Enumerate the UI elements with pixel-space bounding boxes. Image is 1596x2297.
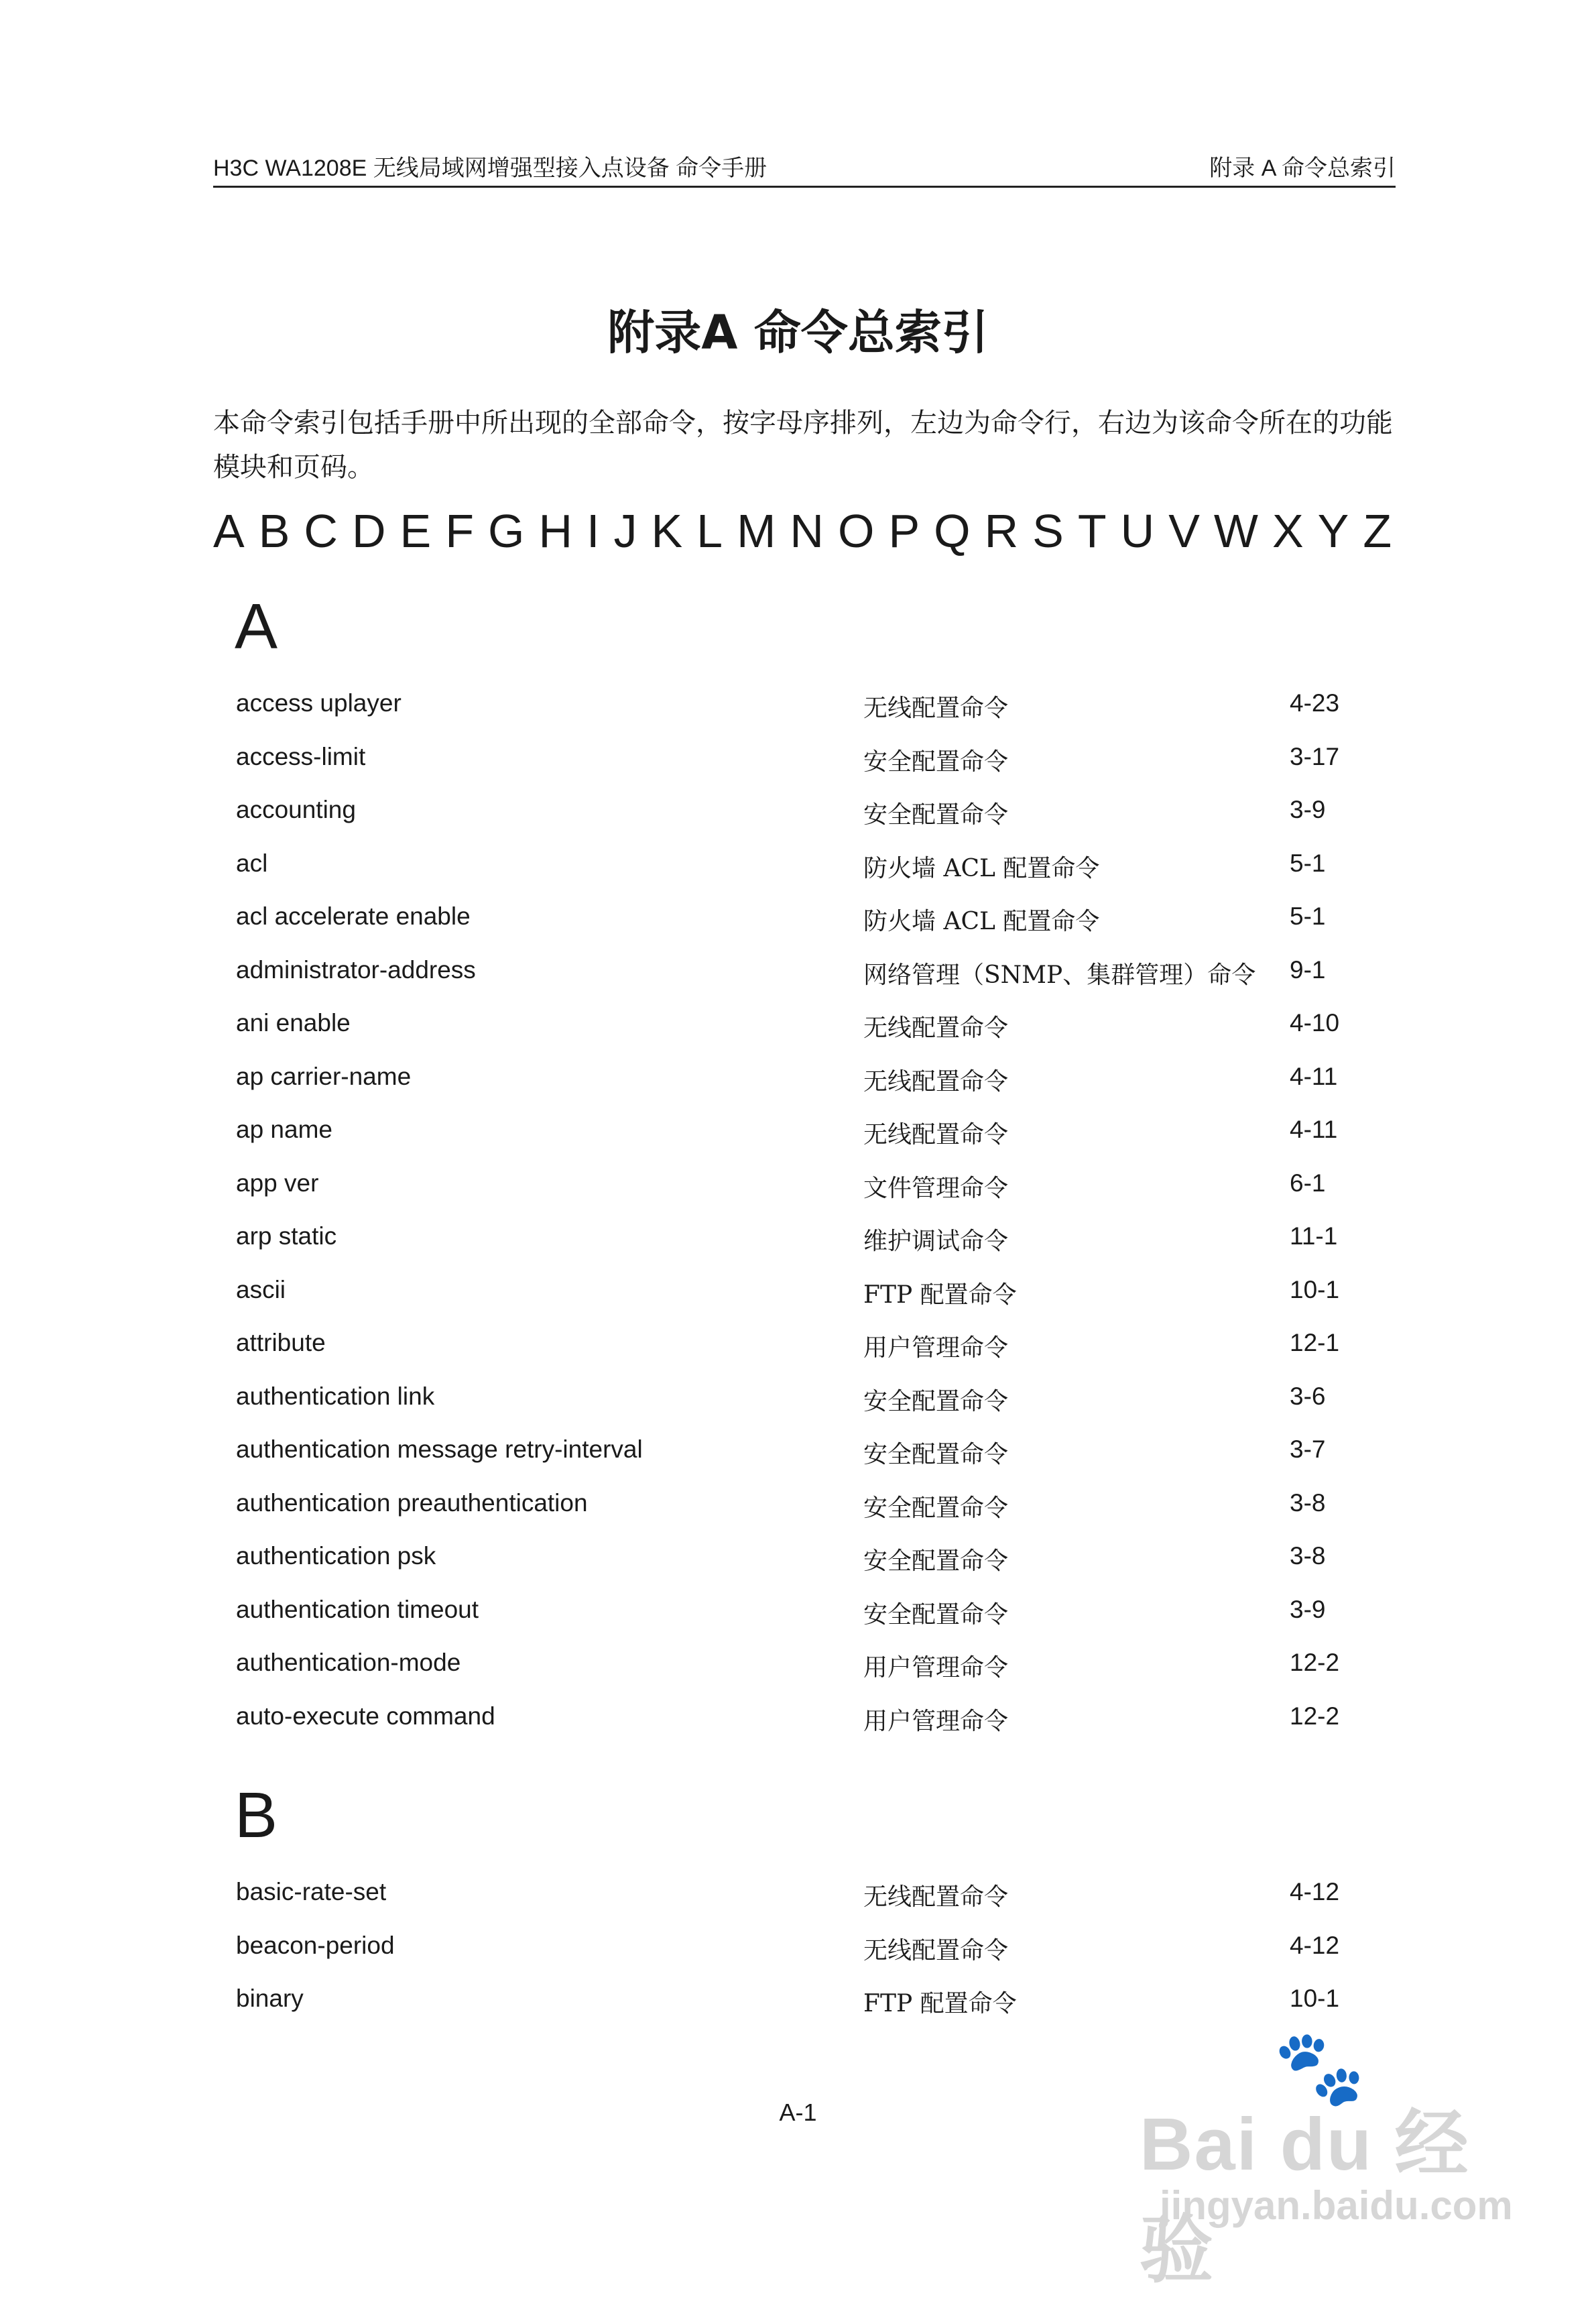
index-row (236, 1329, 1375, 1382)
module-name: 维护调试命令 (863, 1228, 1009, 1255)
alphabet-link-q[interactable]: Q (934, 505, 973, 557)
command-name: authentication link (236, 1382, 435, 1410)
alphabet-link-p[interactable]: P (888, 505, 922, 557)
command-name: ap name (236, 1116, 332, 1143)
index-row (236, 1878, 1375, 1932)
module-name: 无线配置命令 (863, 695, 1009, 722)
page-ref[interactable]: 3-9 (1290, 796, 1326, 823)
module-name: 无线配置命令 (863, 1067, 1009, 1096)
alphabet-link-m[interactable]: M (737, 505, 778, 557)
index-row (236, 1932, 1375, 1985)
alphabet-link-n[interactable]: N (790, 505, 826, 557)
command-name: auto-execute command (236, 1702, 495, 1730)
index-row (236, 902, 1375, 956)
index-row (236, 956, 1375, 1010)
watermark-url: jingyan.baidu.com (1160, 2183, 1513, 2228)
command-name: arp static (236, 1222, 337, 1250)
index-row (236, 1222, 1375, 1276)
index-row (236, 1063, 1375, 1116)
module-name: FTP 配置命令 (863, 1990, 1017, 2017)
alphabet-link-x[interactable]: X (1272, 505, 1306, 557)
module-name: 网络管理（SNMP、集群管理）命令 (863, 961, 1256, 989)
watermark-logo: Bai du 经验 (1140, 2103, 1470, 2292)
command-name: authentication-mode (236, 1649, 461, 1676)
page-ref[interactable]: 12-2 (1290, 1649, 1340, 1676)
command-name: ani enable (236, 1009, 351, 1037)
index-row (236, 1702, 1375, 1756)
command-name: authentication timeout (236, 1595, 479, 1623)
alphabet-link-b[interactable]: B (258, 505, 292, 557)
page-ref[interactable]: 4-12 (1290, 1878, 1340, 1905)
page-ref[interactable]: 3-17 (1290, 742, 1340, 770)
command-name: access uplayer (236, 689, 402, 717)
page-ref[interactable]: 12-1 (1290, 1329, 1340, 1356)
index-row (236, 1116, 1375, 1169)
command-name: acl (236, 849, 268, 877)
paw-icon: 🐾 (1274, 2027, 1365, 2109)
alphabet-link-l[interactable]: L (696, 505, 725, 557)
section-letter-a: A (235, 591, 278, 662)
header-section-title: 附录 A 命令总索引 (1209, 156, 1396, 181)
module-name: 防火墙 ACL 配置命令 (863, 908, 1100, 935)
page-title: 附录A 命令总索引 (607, 305, 989, 360)
alphabet-link-d[interactable]: D (351, 505, 388, 557)
alphabet-link-i[interactable]: I (587, 505, 602, 557)
alphabet-link-u[interactable]: U (1120, 505, 1157, 557)
alphabet-link-w[interactable]: W (1213, 505, 1260, 557)
page-header (213, 151, 1396, 188)
command-name: administrator-address (236, 955, 476, 984)
index-row (236, 689, 1375, 743)
index-row (236, 743, 1375, 797)
module-name: 无线配置命令 (863, 1014, 1009, 1042)
index-row (236, 796, 1375, 849)
index-row (236, 1596, 1375, 1649)
module-name: 安全配置命令 (863, 1387, 1009, 1415)
module-name: 无线配置命令 (863, 1121, 1009, 1148)
alphabet-link-t[interactable]: T (1077, 505, 1109, 557)
command-name: authentication message retry-interval (236, 1435, 643, 1463)
alphabet-link-c[interactable]: C (304, 505, 340, 557)
module-name: 防火墙 ACL 配置命令 (863, 854, 1100, 882)
module-name: 无线配置命令 (863, 1936, 1009, 1964)
index-row (236, 1489, 1375, 1543)
module-name: 文件管理命令 (863, 1174, 1009, 1202)
header-doc-title: H3C WA1208E 无线局域网增强型接入点设备 命令手册 (213, 156, 768, 181)
page-ref[interactable]: 4-11 (1290, 1116, 1338, 1143)
module-name: 安全配置命令 (863, 1494, 1009, 1522)
alphabet-index (213, 504, 1420, 558)
page-ref[interactable]: 4-11 (1290, 1062, 1338, 1090)
page-ref[interactable]: 3-9 (1290, 1595, 1326, 1623)
command-name: authentication psk (236, 1542, 436, 1570)
page-ref[interactable]: 3-8 (1290, 1488, 1326, 1517)
module-name: 无线配置命令 (863, 1883, 1009, 1911)
intro-paragraph: 本命令索引包括手册中所出现的全部命令，按字母序排列，左边为命令行，右边为该命令所在的功能模块和页码。 (213, 408, 1393, 483)
module-name: 安全配置命令 (863, 748, 1009, 776)
command-name: ascii (236, 1275, 286, 1303)
command-name: beacon-period (236, 1931, 395, 1959)
index-row (236, 1649, 1375, 1702)
module-name: FTP 配置命令 (863, 1281, 1017, 1309)
page-ref[interactable]: 4-12 (1290, 1931, 1340, 1959)
command-name: accounting (236, 796, 356, 823)
page-ref[interactable]: 12-2 (1290, 1702, 1340, 1730)
section-letter-b: B (235, 1779, 278, 1851)
alphabet-link-s[interactable]: S (1032, 505, 1066, 557)
module-name: 用户管理命令 (863, 1654, 1009, 1682)
index-row (236, 1435, 1375, 1489)
command-name: access-limit (236, 742, 366, 770)
page-ref[interactable]: 3-6 (1290, 1382, 1326, 1410)
module-name: 安全配置命令 (863, 1600, 1009, 1629)
alphabet-link-f[interactable]: F (445, 505, 476, 557)
alphabet-link-y[interactable]: Y (1317, 505, 1351, 557)
page-ref[interactable]: 4-10 (1290, 1009, 1340, 1037)
index-row (236, 1276, 1375, 1330)
page-ref[interactable]: 10-1 (1290, 1985, 1340, 2012)
watermark (1140, 2025, 1515, 2292)
page-number: A-1 (779, 2099, 817, 2126)
command-name: authentication preauthentication (236, 1488, 588, 1517)
page-ref[interactable]: 3-7 (1290, 1435, 1326, 1463)
page-ref[interactable]: 10-1 (1290, 1275, 1340, 1303)
command-name: ap carrier-name (236, 1062, 412, 1090)
alphabet-link-h[interactable]: H (538, 505, 575, 557)
alphabet-link-r[interactable]: R (984, 505, 1021, 557)
alphabet-link-o[interactable]: O (837, 505, 877, 557)
alphabet-link-k[interactable]: K (651, 505, 685, 557)
command-name: acl accelerate enable (236, 902, 471, 930)
command-name: basic-rate-set (236, 1878, 387, 1905)
page-ref[interactable]: 6-1 (1290, 1169, 1326, 1197)
alphabet-link-a[interactable]: A (213, 505, 247, 557)
page-ref[interactable]: 3-8 (1290, 1542, 1326, 1570)
alphabet-link-e[interactable]: E (400, 505, 434, 557)
index-row (236, 1542, 1375, 1596)
index-row (236, 1009, 1375, 1063)
alphabet-link-v[interactable]: V (1168, 505, 1202, 557)
module-name: 安全配置命令 (863, 801, 1009, 829)
index-row (236, 849, 1375, 903)
module-name: 用户管理命令 (863, 1707, 1009, 1735)
page-ref[interactable]: 9-1 (1290, 955, 1326, 984)
command-name: binary (236, 1985, 304, 2012)
page-ref[interactable]: 5-1 (1290, 849, 1326, 877)
module-name: 用户管理命令 (863, 1334, 1009, 1362)
page-ref[interactable]: 11-1 (1290, 1222, 1338, 1250)
alphabet-link-z[interactable]: Z (1363, 505, 1394, 557)
alphabet-link-j[interactable]: J (613, 505, 639, 557)
alphabet-link-g[interactable]: G (488, 505, 527, 557)
index-row (236, 1169, 1375, 1223)
module-name: 安全配置命令 (863, 1441, 1009, 1468)
command-name: attribute (236, 1329, 326, 1356)
module-name: 安全配置命令 (863, 1547, 1009, 1575)
page-ref[interactable]: 5-1 (1290, 902, 1326, 930)
command-name: app ver (236, 1169, 319, 1197)
page-ref[interactable]: 4-23 (1290, 689, 1340, 717)
index-row (236, 1382, 1375, 1436)
